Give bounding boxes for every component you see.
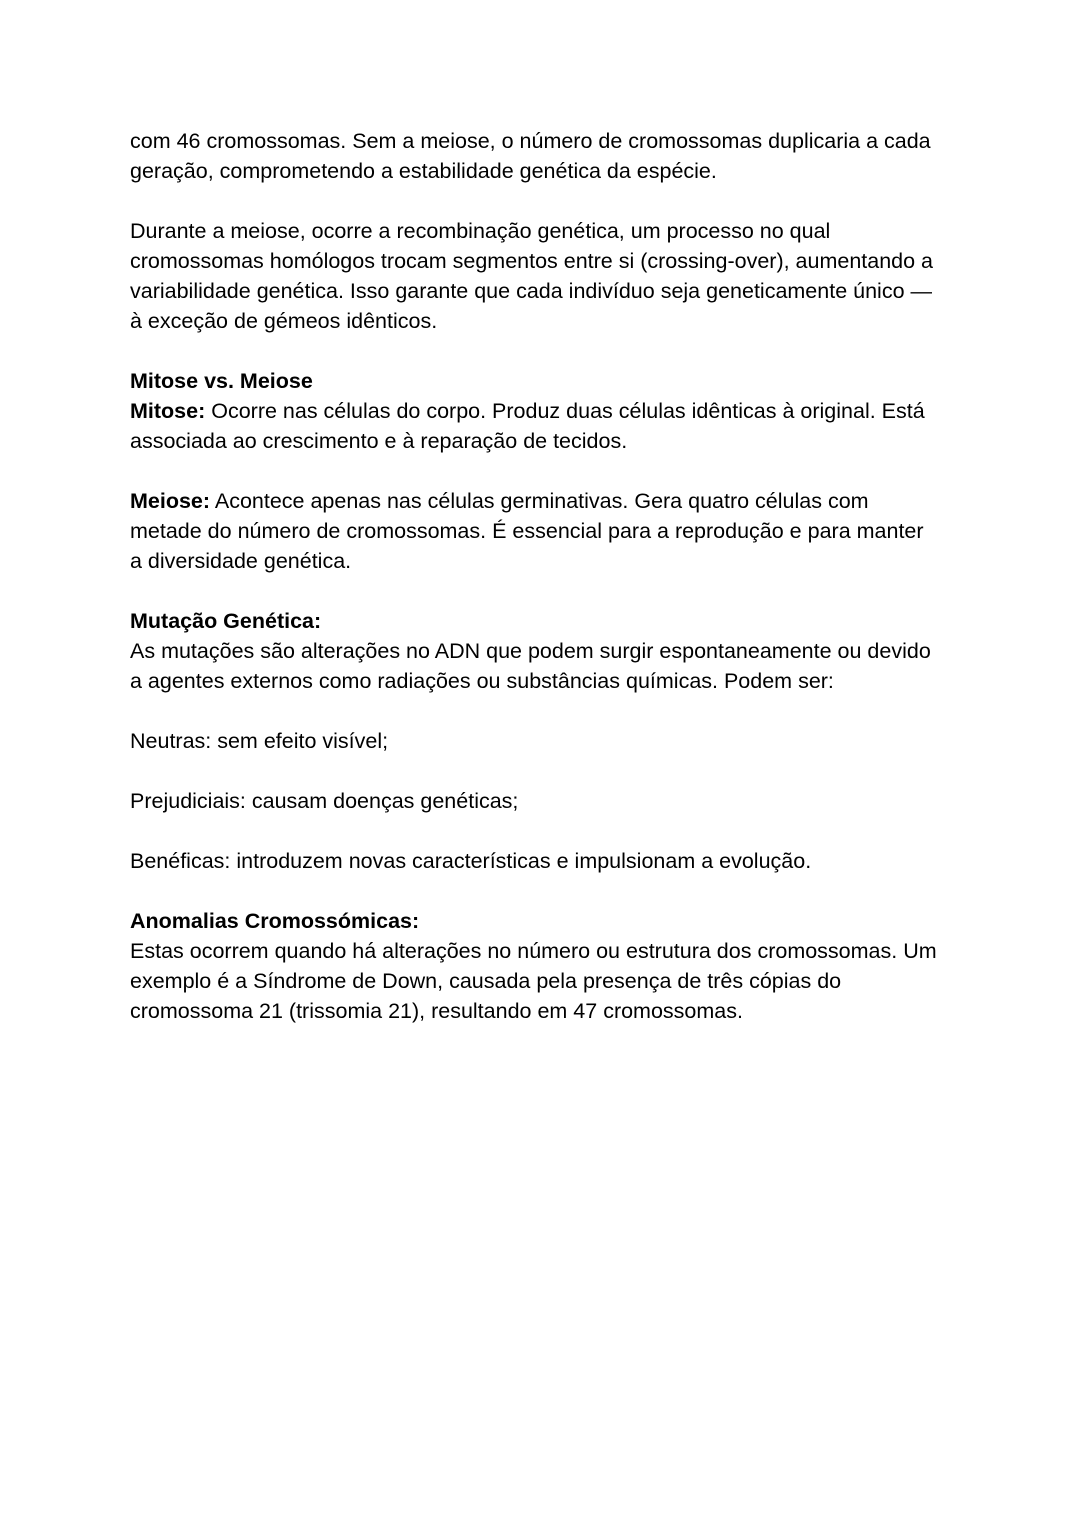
heading-mutacao-genetica: Mutação Genética: — [130, 609, 322, 633]
paragraph-meiosis-importance: com 46 cromossomas. Sem a meiose, o número de cromossomas duplicaria a cada geração, comprometendo a estabilidade genética da espécie. — [130, 129, 931, 183]
mutacao-genetica-intro: As mutações são alterações no ADN que podem surgir espontaneamente ou devido a agentes externos como radiações ou substâncias químicas. Podem ser: — [130, 639, 931, 693]
anomalias-cromossomicas-body: Estas ocorrem quando há alterações no número ou estrutura dos cromossomas. Um exemplo é a Síndrome de Down, causada pela presença de três cópias do cromossoma 21 (trissomia 21), resultando em 47 cromossomas. — [130, 939, 937, 1023]
section-anomalias-cromossomicas — [130, 906, 939, 1026]
mutation-item-neutras: Neutras: sem efeito visível; — [130, 729, 389, 753]
document-body — [130, 126, 939, 1026]
meiose-description: Acontece apenas nas células germinativas. Gera quatro células com metade do número de cromossomas. É essencial para a reprodução e para manter a diversidade genética. — [130, 489, 924, 573]
paragraph-recombination: Durante a meiose, ocorre a recombinação genética, um processo no qual cromossomas homólogos trocam segmentos entre si (crossing-over), aumentando a variabilidade genética. Isso garante que cada indivíduo seja geneticamente único — à exceção de gémeos idênticos. — [130, 219, 934, 333]
heading-mitose-vs-meiose: Mitose vs. Meiose — [130, 369, 313, 393]
mutation-item-beneficas: Benéficas: introduzem novas características e impulsionam a evolução. — [130, 849, 812, 873]
section-mitose-vs-meiose — [130, 366, 939, 456]
paragraph-meiose — [130, 486, 939, 576]
mitose-label: Mitose: — [130, 399, 206, 423]
mutation-item-prejudiciais: Prejudiciais: causam doenças genéticas; — [130, 789, 519, 813]
meiose-label: Meiose: — [130, 489, 211, 513]
heading-anomalias-cromossomicas: Anomalias Cromossómicas: — [130, 909, 420, 933]
section-mutacao-genetica — [130, 606, 939, 696]
mitose-description: Ocorre nas células do corpo. Produz duas células idênticas à original. Está associada ao crescimento e à reparação de tecidos. — [130, 399, 925, 453]
